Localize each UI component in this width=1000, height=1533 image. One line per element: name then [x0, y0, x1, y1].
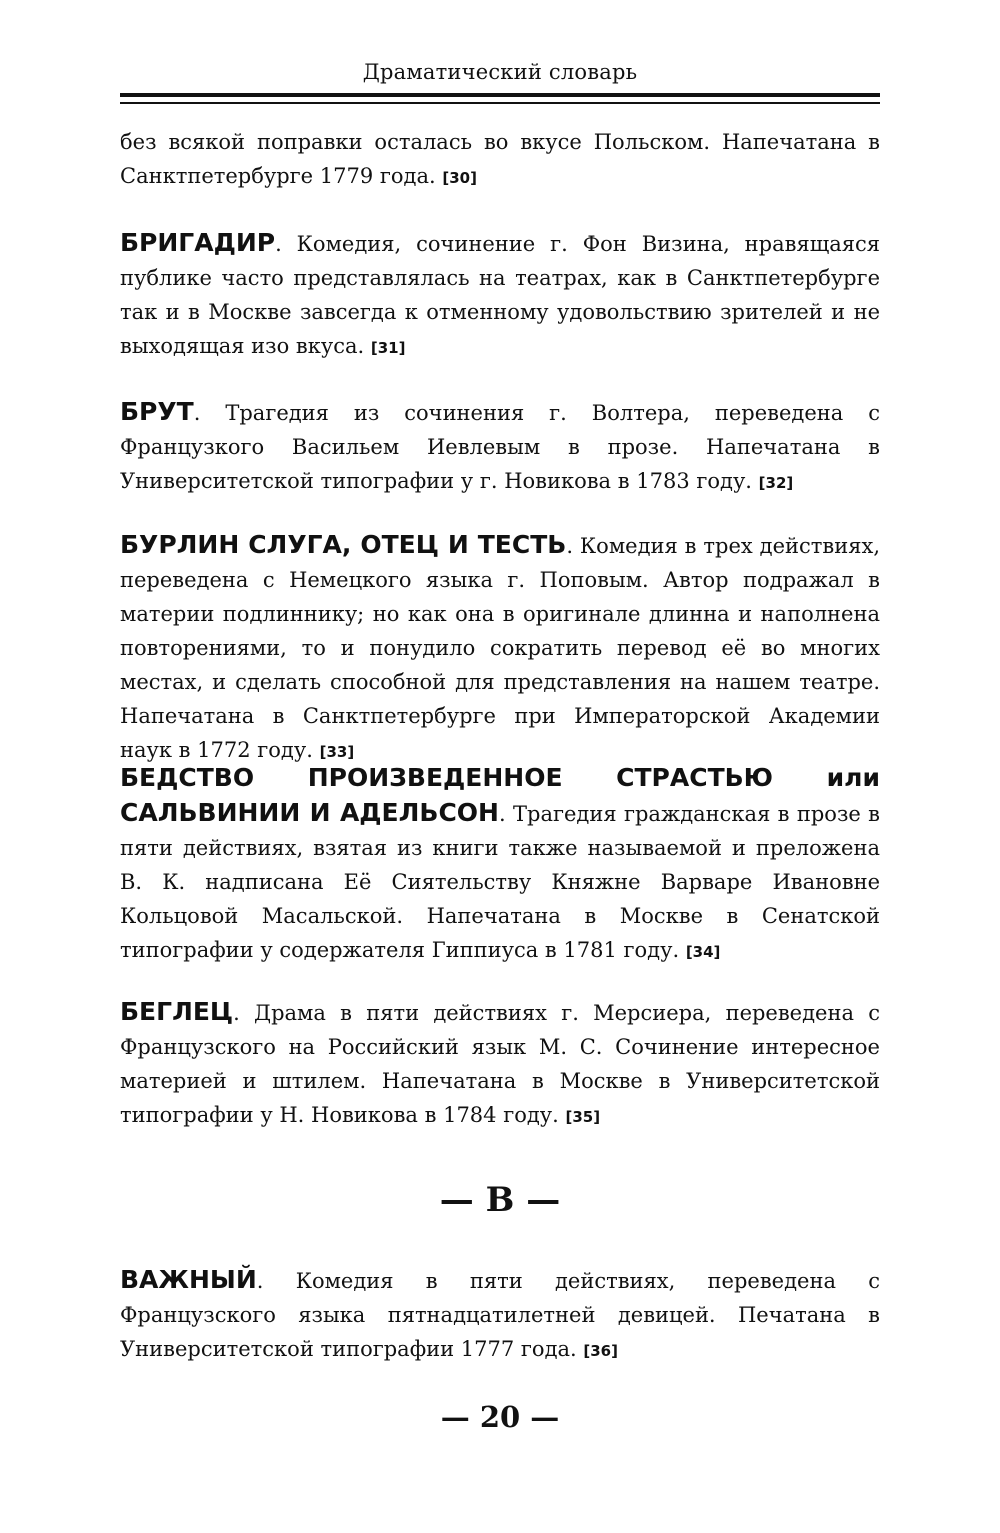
footnote-ref: [32] [758, 474, 794, 492]
dictionary-entry [120, 226, 880, 365]
entry-headword: БЕДСТВО ПРОИЗВЕДЕННОЕ СТРАСТЬЮ или САЛЬВИНИИ И АДЕЛЬСОН [120, 763, 880, 827]
header-rule-thick [120, 93, 880, 97]
entry-headword: БУРЛИН СЛУГА, ОТЕЦ И ТЕСТЬ [120, 530, 567, 559]
footnote-ref: [30] [442, 169, 477, 187]
entry-text: . Комедия, сочинение г. Фон Визина, нравящаяся публике часто представлялась на театрах, как в Санктпетербурге так и в Москве завсегда к отменному удовольствию зрителей и не выходящая изо вкуса. [120, 232, 880, 358]
entry-text: . Комедия в пяти действиях, переведена с Французского языка пятнадцатилетней девицей. Печатана в Университетской типографии 1777 года. [120, 1269, 880, 1361]
entry-headword: ВАЖНЫЙ [120, 1265, 257, 1294]
dictionary-entry [120, 528, 880, 769]
dictionary-entry [120, 395, 880, 500]
entry-text: . Комедия в трех действиях, переведена с Немецкого языка г. Поповым. Автор подражал в материи подлиннику; но как она в оригинале длинна и наполнена повторениями, то и понудило сократить перевод её во многих местах, и сделать способной для представления на нашем театре. Напечатана в Санктпетербурге при Императорской Академии наук в 1772 году. [120, 534, 881, 762]
dictionary-entry [120, 995, 880, 1134]
dictionary-entry [120, 1263, 880, 1368]
footnote-ref: [34] [685, 943, 721, 961]
entry-headword: БРУТ [120, 397, 194, 426]
entry-continuation [120, 125, 880, 195]
entry-text: . Драма в пяти действиях г. Мерсиера, переведена с Французского на Российский язык М. С. Сочинение интересное материей и штилем. Напечатана в Москве в Университетской типографии у Н. Новикова в 1784 году. [120, 1001, 880, 1127]
page-number: — 20 — [440, 1400, 560, 1434]
header-rule-thin [120, 102, 880, 104]
footnote-ref: [36] [583, 1342, 618, 1360]
footnote-ref: [33] [319, 743, 355, 761]
footnote-ref: [31] [370, 339, 406, 357]
footnote-ref: [35] [565, 1108, 601, 1126]
entry-text: . Трагедия гражданская в прозе в пяти действиях, взятая из книги также называемой и преложена В. К. надписана Её Сиятельству Княжне Варваре Ивановне Кольцовой Масальской. Напечатана в Москве в Сенатской типографии у содержателя Гиппиуса в 1781 году. [120, 802, 880, 962]
running-title: Драматический словарь [362, 60, 638, 84]
entry-text: . Трагедия из сочинения г. Волтера, переведена с Французкого Васильем Иевлевым в прозе. Напечатана в Университетской типографии у г. Новикова в 1783 году. [120, 401, 880, 493]
section-letter-heading: — В — [439, 1180, 561, 1220]
entry-headword: БЕГЛЕЦ [120, 997, 234, 1026]
entry-headword: БРИГАДИР [120, 228, 276, 257]
dictionary-entry [120, 761, 880, 969]
entry-text: без всякой поправки осталась во вкусе Польском. Напечатана в Санктпетербурге 1779 года. [120, 130, 880, 188]
